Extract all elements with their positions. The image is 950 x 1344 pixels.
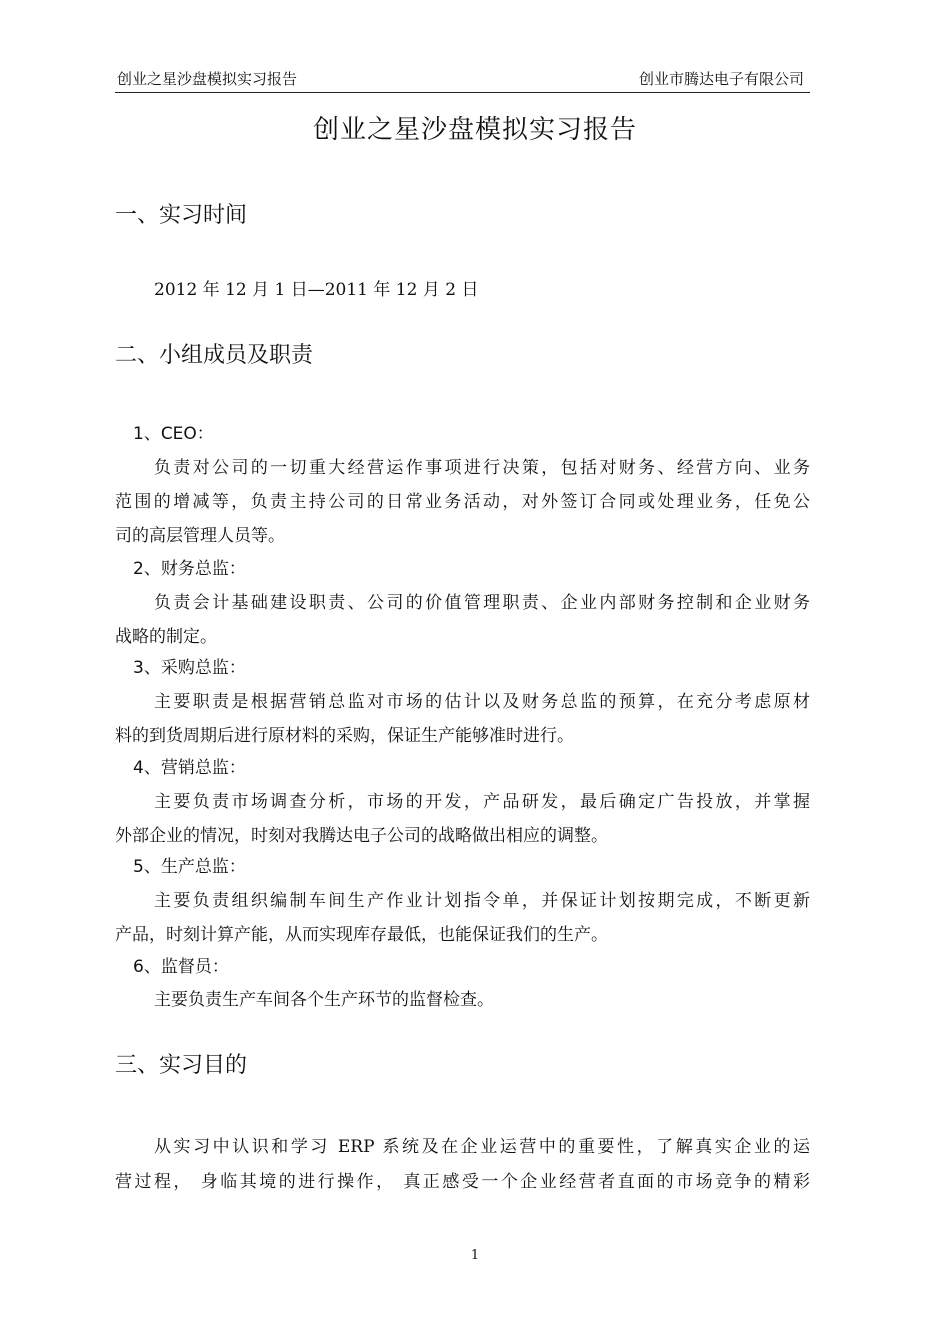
role-desc-line: 产品，时刻计算产能，从而实现库存最低，也能保证我们的生产。 — [115, 925, 608, 945]
role-desc-line: 战略的制定。 — [115, 627, 217, 647]
role-title-purchasing: 3、采购总监： — [133, 658, 246, 678]
role-desc-line: 主要职责是根据营销总监对市场的估计以及财务总监的预算，在充分考虑原材 — [154, 692, 810, 712]
header-report-title: 创业之星沙盘模拟实习报告 — [117, 70, 298, 88]
section-heading-members-duties: 二、小组成员及职责 — [115, 343, 314, 368]
purpose-line: 营过程， 身临其境的进行操作， 真正感受一个企业经营者直面的市场竞争的精彩 — [115, 1172, 810, 1192]
internship-date: 2012 年 12 月 1 日—2011 年 12 月 2 日 — [154, 280, 479, 300]
role-title-finance: 2、财务总监： — [133, 559, 246, 579]
page-number: 1 — [470, 1248, 480, 1263]
role-desc-line: 外部企业的情况，时刻对我腾达电子公司的战略做出相应的调整。 — [115, 826, 608, 846]
role-desc-line: 料的到货周期后进行原材料的采购，保证生产能够准时进行。 — [115, 726, 574, 746]
role-desc-line: 负责对公司的一切重大经营运作事项进行决策，包括对财务、经营方向、业务 — [154, 458, 810, 478]
header-company-name: 创业市腾达电子有限公司 — [638, 70, 804, 88]
role-desc-line: 负责会计基础建设职责、公司的价值管理职责、企业内部财务控制和企业财务 — [154, 593, 810, 613]
role-title-supervisor: 6、监督员： — [133, 957, 229, 977]
purpose-line: 从实习中认识和学习 ERP 系统及在企业运营中的重要性，了解真实企业的运 — [154, 1137, 810, 1157]
document-title: 创业之星沙盘模拟实习报告 — [312, 115, 637, 145]
page-header — [115, 66, 810, 93]
role-title-production: 5、生产总监： — [133, 857, 246, 877]
role-title-ceo: 1、CEO： — [133, 424, 214, 444]
role-desc-line: 主要负责生产车间各个生产环节的监督检查。 — [154, 990, 494, 1010]
role-desc-line: 司的高层管理人员等。 — [115, 526, 285, 546]
role-desc-line: 范围的增减等，负责主持公司的日常业务活动，对外签订合同或处理业务，任免公 — [115, 492, 810, 512]
role-desc-line: 主要负责组织编制车间生产作业计划指令单，并保证计划按期完成，不断更新 — [154, 891, 810, 911]
role-desc-line: 主要负责市场调查分析，市场的开发，产品研发，最后确定广告投放，并掌握 — [154, 792, 810, 812]
section-heading-internship-purpose: 三、实习目的 — [115, 1053, 248, 1078]
role-title-marketing: 4、营销总监： — [133, 758, 246, 778]
section-heading-internship-time: 一、实习时间 — [115, 203, 248, 228]
